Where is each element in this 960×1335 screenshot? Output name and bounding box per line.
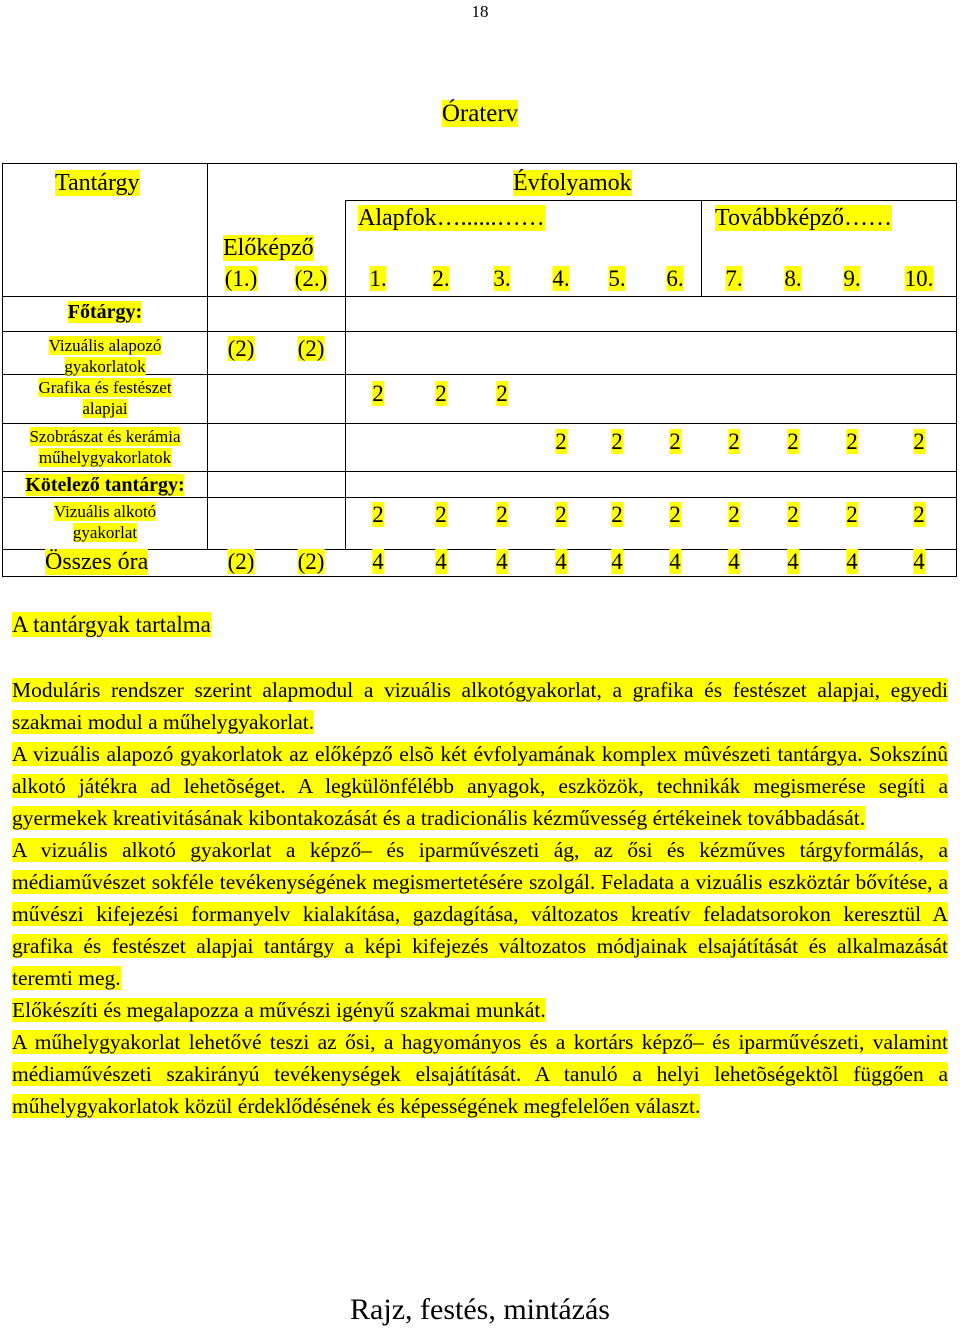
- total-cell: 4: [728, 549, 740, 574]
- table-cell: 2: [611, 429, 623, 454]
- total-cell: 4: [611, 549, 623, 574]
- table-cell: 2: [372, 381, 384, 406]
- header-alapfok: Alapfok…......……: [358, 205, 545, 231]
- year-header: 3.: [493, 266, 511, 291]
- paragraph: A vizuális alkotó gyakorlat a képző– és iparművészeti ág, az ősi és kézműves tárgyformálás, a médiaművészet sokféle tevékenységének megismertetésére szolgál. Feladata a vizuális eszköztár bővítése, a művészi kifejezési formanyelv kialakítása, gazdagítása, változatos kreatív feladatsorokon keresztül A grafika és festészet alapjai tantárgy a képi kifejezés változatos módjainak elsajátítását és alkalmazását teremti meg.: [12, 838, 948, 990]
- table-cell: 2: [611, 502, 623, 527]
- table-line: [3, 497, 956, 498]
- total-cell: 4: [496, 549, 508, 574]
- section-title: A tantárgyak tartalma: [12, 612, 211, 637]
- column-header-subject: Tantárgy: [55, 170, 140, 196]
- header-tovabbkepzo: Továbbképző……: [715, 205, 892, 231]
- total-cell: 4: [372, 549, 384, 574]
- table-cell: 2: [846, 429, 858, 454]
- paragraph: A műhelygyakorlat lehetővé teszi az ősi, a hagyományos és a kortárs képző– és iparművészeti, valamint médiaművészeti szakirányú tevékenységek elsajátítását. A tanuló a helyi lehetõségektõl függően a műhelygyakorlatok közül érdeklődésének és képességének megfelelően választ.: [12, 1030, 948, 1118]
- table-cell: 2: [372, 502, 384, 527]
- total-cell: 4: [846, 549, 858, 574]
- table-cell: 2: [913, 429, 925, 454]
- header-elokepzo: Előképző: [223, 235, 314, 261]
- year-header: 9.: [843, 266, 861, 291]
- table-cell: 2: [435, 502, 447, 527]
- table-cell: 2: [787, 429, 799, 454]
- table-cell: 2: [913, 502, 925, 527]
- table-cell: 2: [555, 429, 567, 454]
- paragraph: A vizuális alapozó gyakorlatok az előképző elsõ két évfolyamának komplex mûvészeti tantárgya. Sokszínû alkotó játékra ad lehetõséget. A legkülönfélébb anyagok, eszközök, technikák megismerése segíti a gyermekek kreativitásának kibontakozását és a tradicionális kézművesség értékeinek továbbadását.: [12, 742, 948, 830]
- total-cell: 4: [913, 549, 925, 574]
- table-line: [3, 423, 956, 424]
- page-title: Óraterv: [441, 100, 519, 127]
- year-header: 8.: [784, 266, 802, 291]
- label-main-subject: Főtárgy:: [67, 301, 143, 323]
- paragraph: Előkészíti és megalapozza a művészi igényű szakmai munkát.: [12, 998, 546, 1022]
- table-line: [3, 471, 956, 472]
- total-cell: 4: [435, 549, 447, 574]
- table-cell: 2: [435, 381, 447, 406]
- total-cell: 4: [787, 549, 799, 574]
- total-cell: (2): [297, 549, 325, 574]
- table-line: [3, 296, 956, 297]
- table-cell: 2: [496, 381, 508, 406]
- subject-label: Grafika és festészet alapjai: [38, 378, 172, 419]
- table-cell: 2: [669, 502, 681, 527]
- table-line: [207, 164, 208, 550]
- total-cell: 4: [669, 549, 681, 574]
- total-cell: 4: [555, 549, 567, 574]
- table-cell: 2: [728, 429, 740, 454]
- year-header: (2.): [294, 266, 328, 291]
- label-mandatory-subject: Kötelező tantárgy:: [25, 474, 185, 496]
- subject-label: Vizuális alapozó gyakorlatok: [48, 336, 162, 377]
- table-line: [3, 331, 956, 332]
- group-header-grades: Évfolyamok: [513, 170, 632, 196]
- paragraph: Moduláris rendszer szerint alapmodul a vizuális alkotógyakorlat, a grafika és festészet alapjai, egyedi szakmai modul a műhelygyakorlat.: [12, 678, 948, 734]
- table-line: [701, 200, 702, 296]
- content-text: [12, 674, 948, 1122]
- table-cell: (2): [227, 336, 255, 361]
- table-cell: 2: [669, 429, 681, 454]
- page-number: 18: [471, 2, 489, 21]
- label-total-hours: Összes óra: [45, 549, 149, 575]
- year-header: 2.: [432, 266, 450, 291]
- year-header: 7.: [725, 266, 743, 291]
- table-cell: 2: [555, 502, 567, 527]
- curriculum-table: [2, 163, 957, 577]
- table-line: [345, 200, 956, 201]
- year-header: 10.: [904, 266, 934, 291]
- subject-label: Szobrászat és kerámia műhelygyakorlatok: [29, 427, 181, 468]
- table-cell: 2: [728, 502, 740, 527]
- subject-label: Vizuális alkotó gyakorlat: [53, 502, 157, 543]
- year-header: 4.: [552, 266, 570, 291]
- footer-title: Rajz, festés, mintázás: [350, 1293, 610, 1326]
- table-cell: (2): [297, 336, 325, 361]
- year-header: 6.: [666, 266, 684, 291]
- year-header: 5.: [608, 266, 626, 291]
- table-cell: 2: [787, 502, 799, 527]
- year-header: 1.: [369, 266, 387, 291]
- total-cell: (2): [227, 549, 255, 574]
- year-header: (1.): [224, 266, 258, 291]
- table-cell: 2: [496, 502, 508, 527]
- table-cell: 2: [846, 502, 858, 527]
